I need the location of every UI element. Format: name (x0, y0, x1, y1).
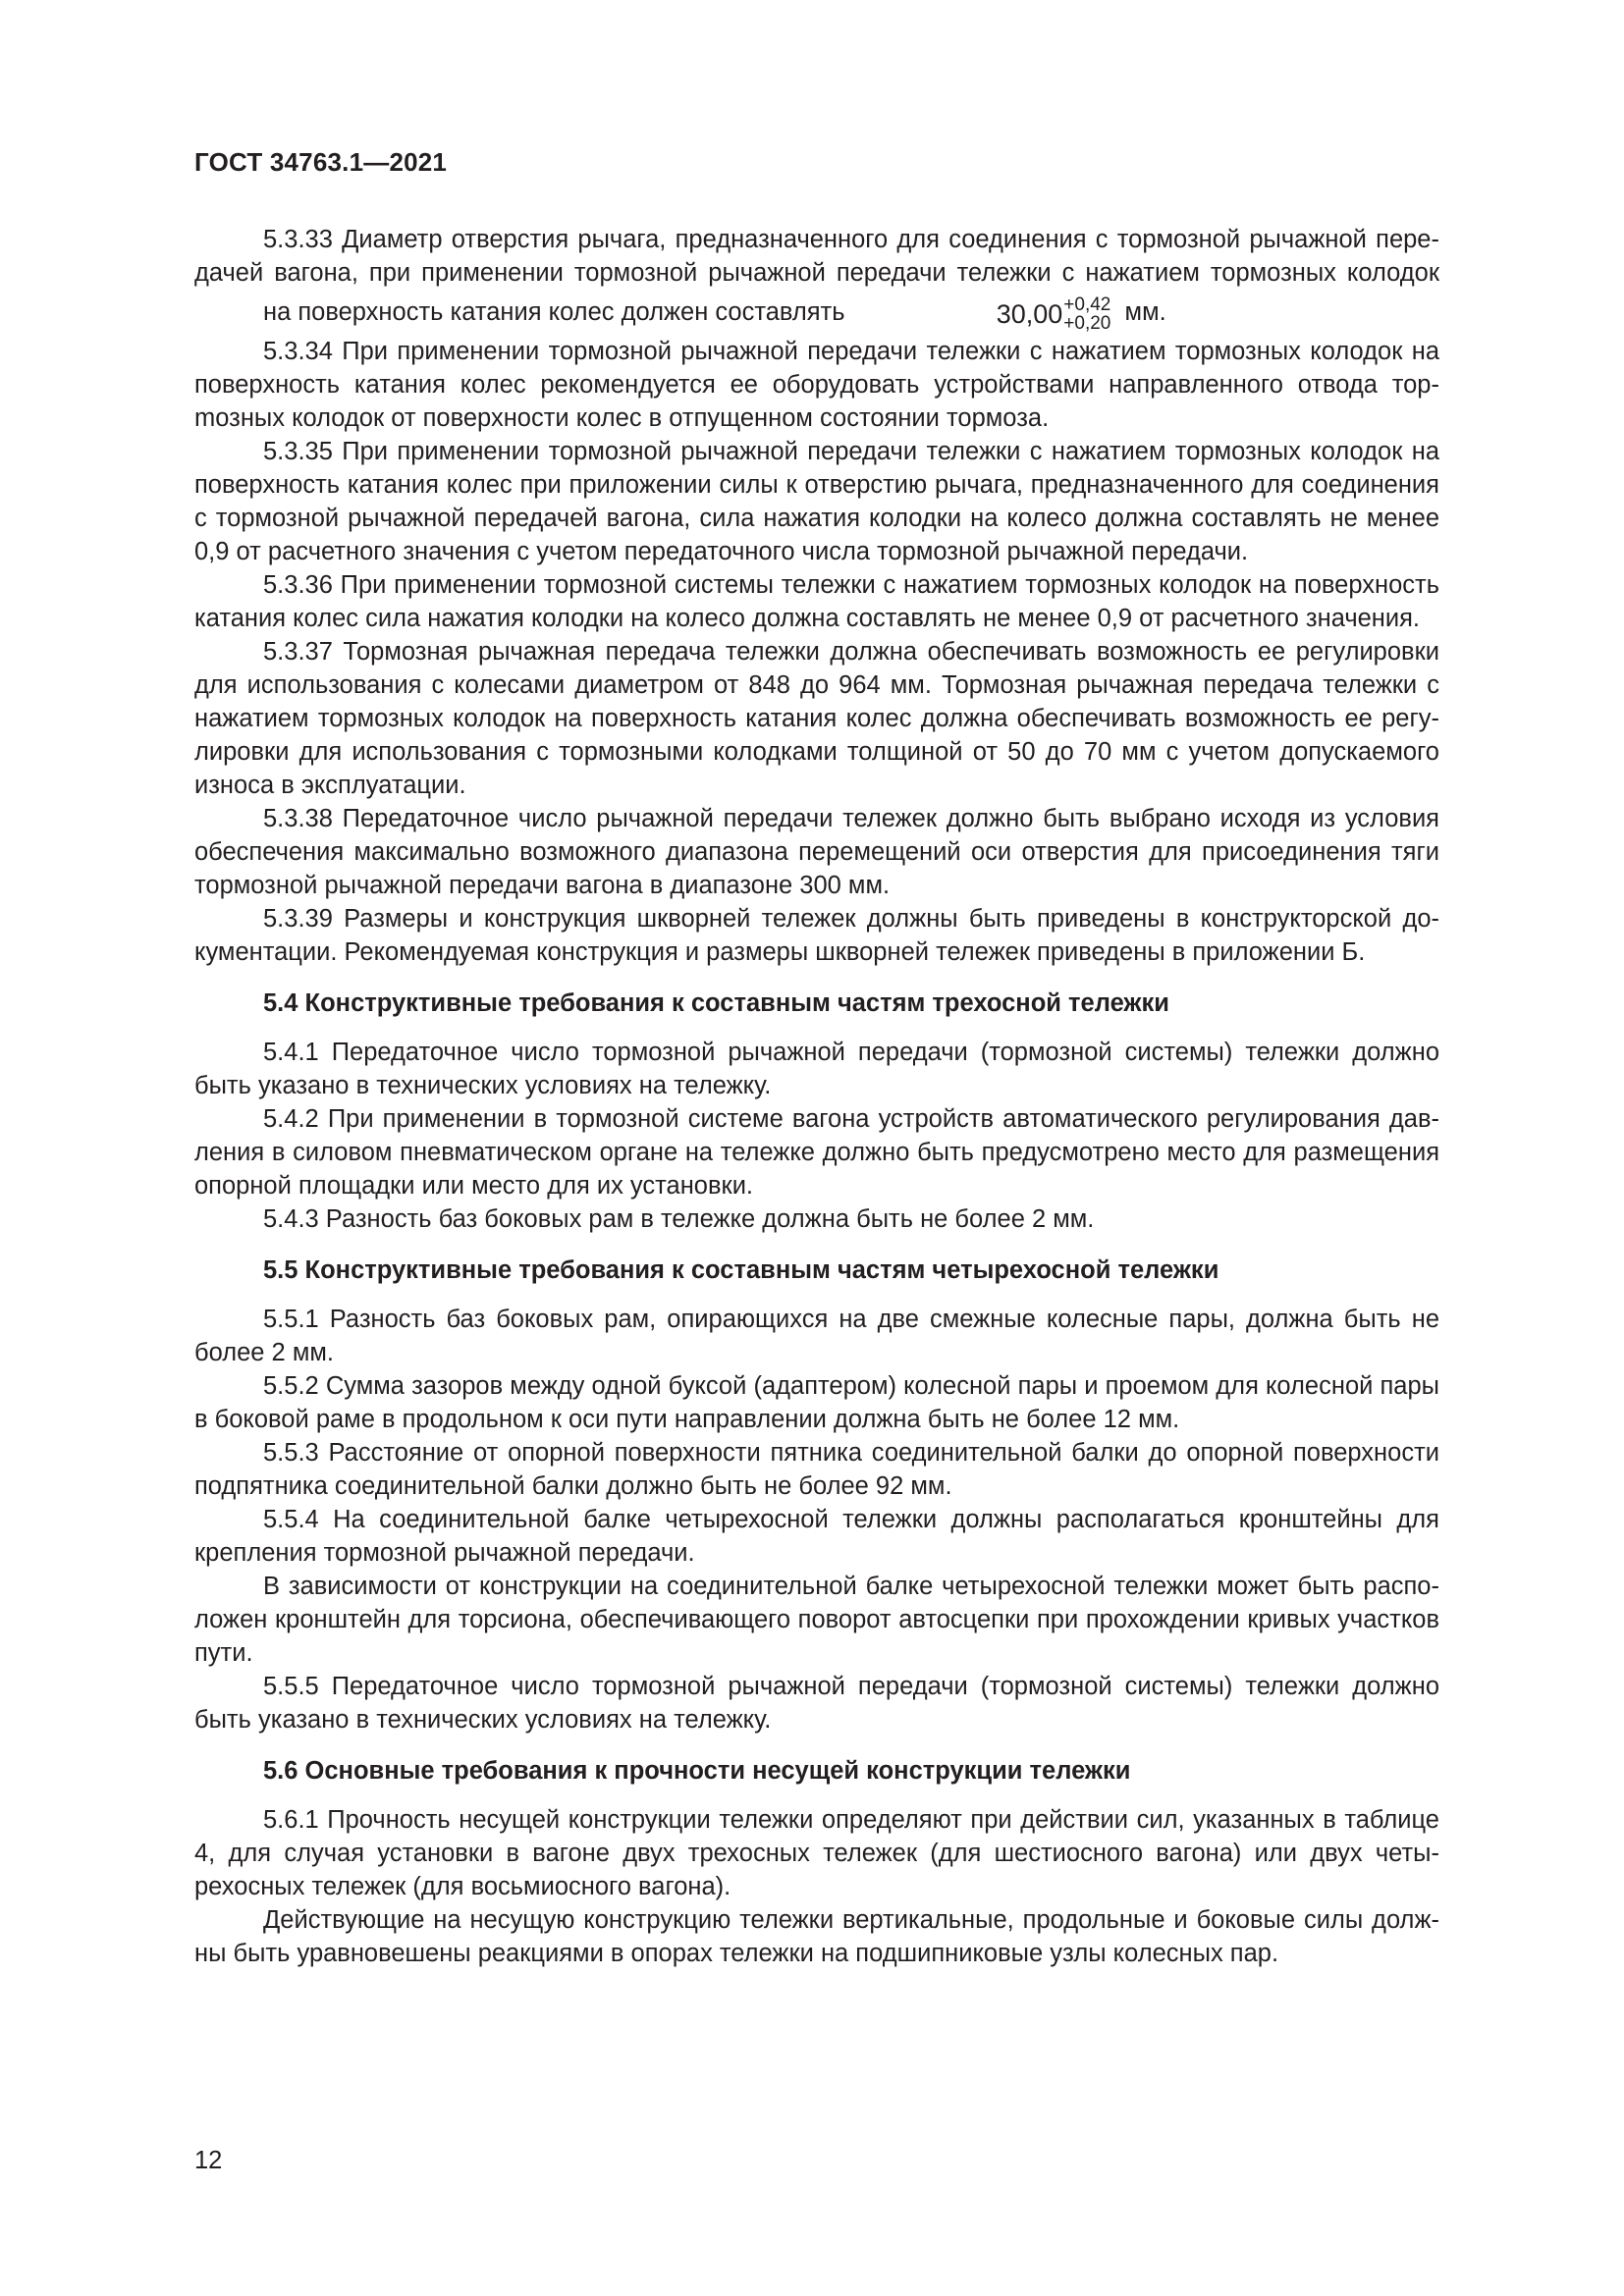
section-heading-5-4: 5.4 Конструктивные требования к составным частям трехосной тележки (263, 989, 1169, 1017)
paragraph-5-4-1: 5.4.1 Передаточное число тормозной рычажной передачи (тормозной системы) тележки должно быть указано в технических условиях на тележку. (194, 1039, 1439, 1099)
paragraph-5-4-3: 5.4.3 Разность баз боковых рам в тележке должна быть не более 2 мм. (263, 1205, 1095, 1233)
paragraph-5-3-35: 5.3.35 При применении тормозной рычажной передачи тележки с нажатием тормозных колодок на поверхность катания колес при приложении силы к отверстию рычага, предназначенного для соединения с тормозной рычажной передачей вагона, сила нажатия колодки на колесо должна составлять не менее 0,9 от расчетного значения с учетом передаточного числа тормозной рычажной передачи. (194, 438, 1439, 565)
paragraph-5-3-33 (194, 223, 1439, 335)
paragraph-5-3-33-line3 (194, 290, 1166, 335)
document-page (194, 0, 1439, 2296)
section-heading-5-6: 5.6 Основные требования к прочности несущей конструкции тележки (263, 1757, 1131, 1785)
paragraph-5-3-37: 5.3.37 Тормозная рычажная передача тележки должна обеспечивать возможность ее регулировки для использования с колесами диаметром от 848 до 964 мм. Тормозная рычажная передача тележки с нажатием тормозных колодок на поверхность катания колес должна обеспечивать возможность ее регулировки для использования с тормозными колодками толщиной от 50 до 70 мм с учетом допускаемого износа в эксплуатации. (194, 638, 1439, 799)
paragraph-5-3-39: 5.3.39 Размеры и конструкция шкворней тележек должны быть приведены в конструкторской документации. Рекомендуемая конструкция и размеры шкворней тележек приведены в приложении Б. (194, 905, 1439, 966)
tolerance-lower: +0,20 (1063, 312, 1111, 334)
page-number: 12 (194, 2147, 223, 2174)
diameter-tolerance (859, 291, 1111, 337)
paragraph-5-5-3: 5.5.3 Расстояние от опорной поверхности пятника соединительной балки до опорной поверхности подпятника соединительной балки должно быть не более 92 мм. (194, 1439, 1439, 1500)
paragraph-5-5-1: 5.5.1 Разность баз боковых рам, опирающихся на две смежные колесные пары, должна быть не более 2 мм. (194, 1306, 1439, 1366)
paragraph-5-5-2: 5.5.2 Сумма зазоров между одной буксой (адаптером) колесной пары и проемом для колесной пары в боковой раме в продольном к оси пути направлении должна быть не более 12 мм. (194, 1372, 1439, 1433)
document-header: ГОСТ 34763.1—2021 (194, 147, 448, 177)
paragraph-5-3-33-line1: 5.3.33 Диаметр отверстия рычага, предназначенного для соединения с тормозной рычажной пере- (263, 226, 1439, 253)
paragraph-5-5-4-cont: В зависимости от конструкции на соединительной балке четырехосной тележки может быть расположен кронштейн для торсиона, обеспечивающего поворот автосцепки при прохождении кривых участков пути. (194, 1573, 1439, 1667)
paragraph-5-3-33-line2: дачей вагона, при применении тормозной рычажной передачи тележки с нажатием тормозных колодок (194, 259, 1439, 287)
paragraph-5-5-5: 5.5.5 Передаточное число тормозной рычажной передачи (тормозной системы) тележки должно быть указано в технических условиях на тележку. (194, 1673, 1439, 1734)
paragraph-5-3-36: 5.3.36 При применении тормозной системы тележки с нажатием тормозных колодок на поверхность катания колес сила нажатия колодки на колесо должна составлять не менее 0,9 от расчетного значения. (194, 571, 1439, 632)
paragraph-5-6-1-cont: Действующие на несущую конструкцию тележки вертикальные, продольные и боковые силы должны быть уравновешены реакциями в опорах тележки на подшипниковые узлы колесных пар. (194, 1906, 1439, 1967)
paragraph-5-6-1: 5.6.1 Прочность несущей конструкции тележки определяют при действии сил, указанных в таблице 4, для случая установки в вагоне двух трехосных тележек (для шестиосного вагона) или двух четырехосных тележек (для восьмиосного вагона). (194, 1806, 1439, 1900)
tolerance-upper: +0,42 (1063, 294, 1111, 315)
paragraph-5-3-38: 5.3.38 Передаточное число рычажной передачи тележек должно быть выбрано исходя из условия обеспечения максимально возможного диапазона перемещений оси отверстия для присоединения тяги тормозной рычажной передачи вагона в диапазоне 300 мм. (194, 805, 1439, 899)
tolerance-nominal: 30,00 (996, 298, 1063, 329)
paragraph-5-3-33-line3-text: на поверхность катания колес должен составлять (263, 298, 845, 326)
document-body (194, 223, 1439, 1970)
tolerance-limits (1063, 295, 1110, 333)
tolerance-unit: мм. (1124, 298, 1166, 326)
paragraph-5-5-4: 5.5.4 На соединительной балке четырехосной тележки должны располагаться кронштейны для крепления тормозной рычажной передачи. (194, 1506, 1439, 1567)
paragraph-5-4-2: 5.4.2 При применении в тормозной системе вагона устройств автоматического регулирования давления в силовом пневматическом органе на тележке должно быть предусмотрено место для размещения опорной площадки или место для их установки. (194, 1105, 1439, 1200)
section-heading-5-5: 5.5 Конструктивные требования к составным частям четырехосной тележки (263, 1256, 1219, 1284)
paragraph-5-3-34: 5.3.34 При применении тормозной рычажной передачи тележки с нажатием тормозных колодок на поверхность катания колес рекомендуется ее оборудовать устройствами направленного отвода торmозных колодок от поверхности колес в отпущенном состоянии тормоза. (194, 338, 1439, 432)
